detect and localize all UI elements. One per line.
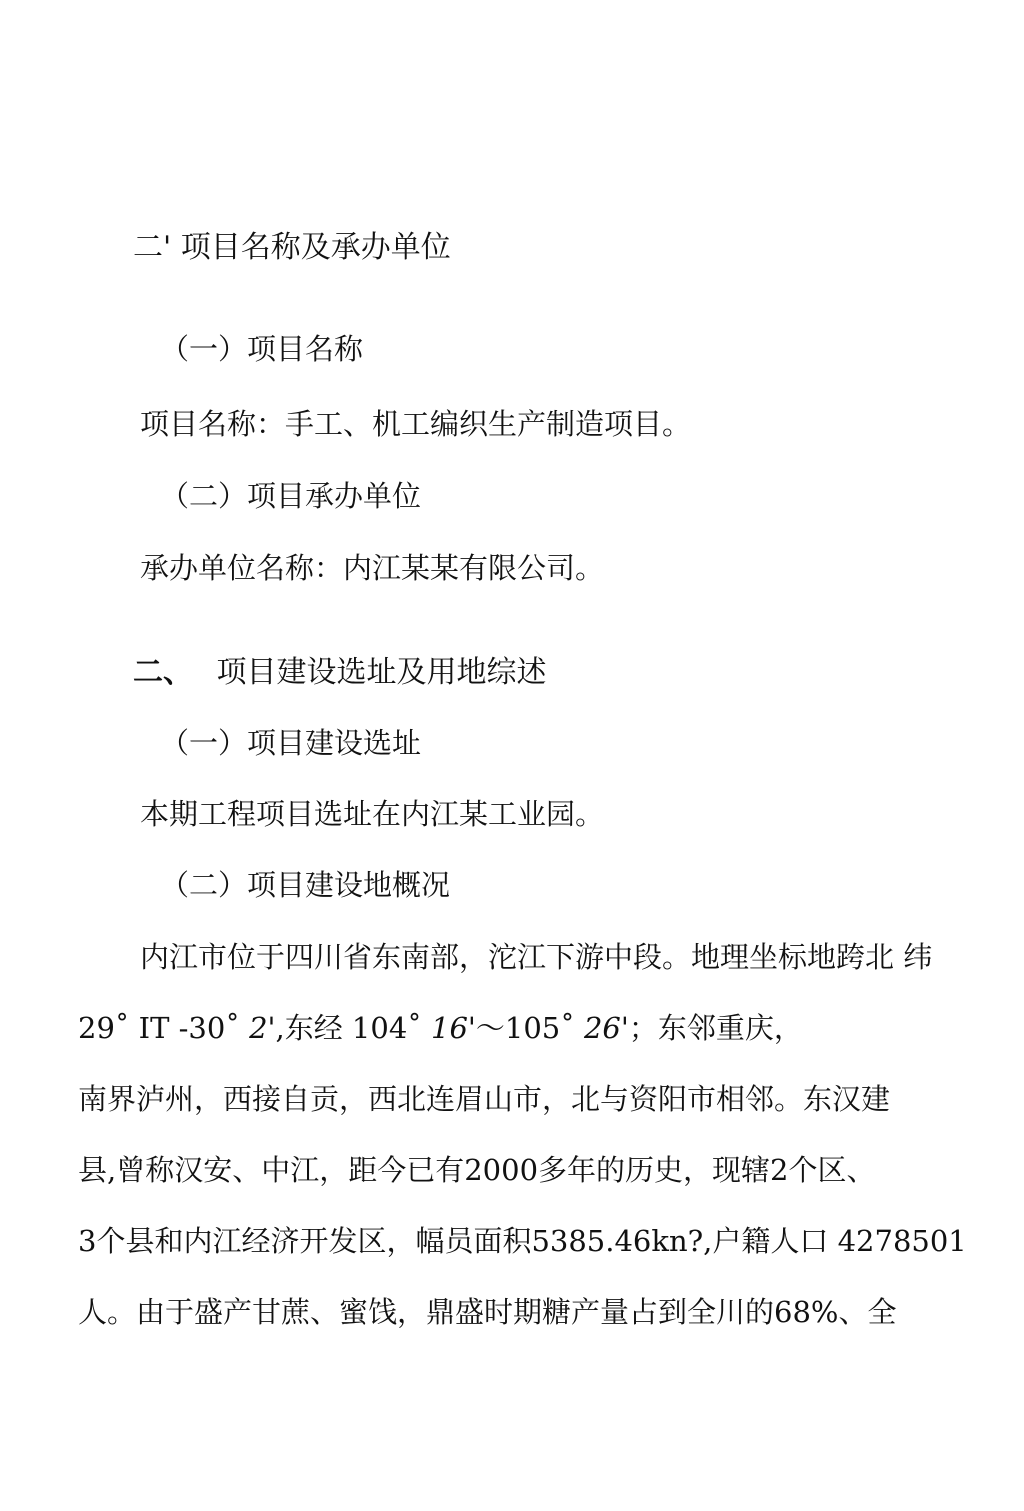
- subsection-project-name-heading: （一）项目名称: [160, 332, 364, 366]
- coordinate-lat-minutes: 2': [249, 1011, 276, 1045]
- overview-paragraph-line-5: 3个县和内江经济开发区，幅员面积5385.46kn?,户籍人口 4278501: [78, 1224, 967, 1258]
- subsection-site-overview-heading: （二）项目建设地概况: [160, 868, 451, 902]
- overview-paragraph-line-1: 内江市位于四川省东南部，沱江下游中段。地理坐标地跨北 纬: [140, 940, 933, 974]
- neighbor-east-text: ；东邻重庆，: [628, 1011, 803, 1045]
- section-2-heading: 二' 项目名称及承办单位: [133, 230, 451, 265]
- overview-paragraph-line-2: [78, 1010, 803, 1046]
- site-selection-text: 本期工程项目选址在内江某工业园。: [140, 797, 605, 831]
- coordinate-lon-label: ,东经 104˚: [275, 1011, 432, 1045]
- project-name-text: 项目名称：手工、机工编织生产制造项目。: [140, 407, 692, 441]
- overview-paragraph-line-3: 南界泸州，西接自贡，西北连眉山市，北与资阳市相邻。东汉建: [78, 1082, 891, 1116]
- coordinate-lon-min-minutes: 16': [431, 1011, 476, 1045]
- subsection-project-undertaker-heading: （二）项目承办单位: [160, 479, 422, 513]
- overview-paragraph-line-6: 人。由于盛产甘蔗、蜜饯，鼎盛时期糖产量占到全川的68%、全: [78, 1295, 897, 1329]
- coordinate-lon-max-minutes: 26': [583, 1011, 629, 1045]
- section-3-title: 项目建设选址及用地综述: [216, 655, 547, 690]
- section-3-heading: [133, 655, 547, 691]
- overview-paragraph-line-4: 县,曾称汉安、中江，距今已有2000多年的历史，现辖2个区、: [78, 1153, 876, 1187]
- section-3-marker: 二、: [133, 655, 193, 690]
- coordinate-lat-range: 29˚ IT -30˚: [78, 1011, 250, 1045]
- undertaker-name-text: 承办单位名称：内江某某有限公司。: [140, 551, 605, 585]
- subsection-site-selection-heading: （一）项目建设选址: [160, 726, 422, 760]
- coordinate-lon-max: ～105˚: [475, 1011, 584, 1045]
